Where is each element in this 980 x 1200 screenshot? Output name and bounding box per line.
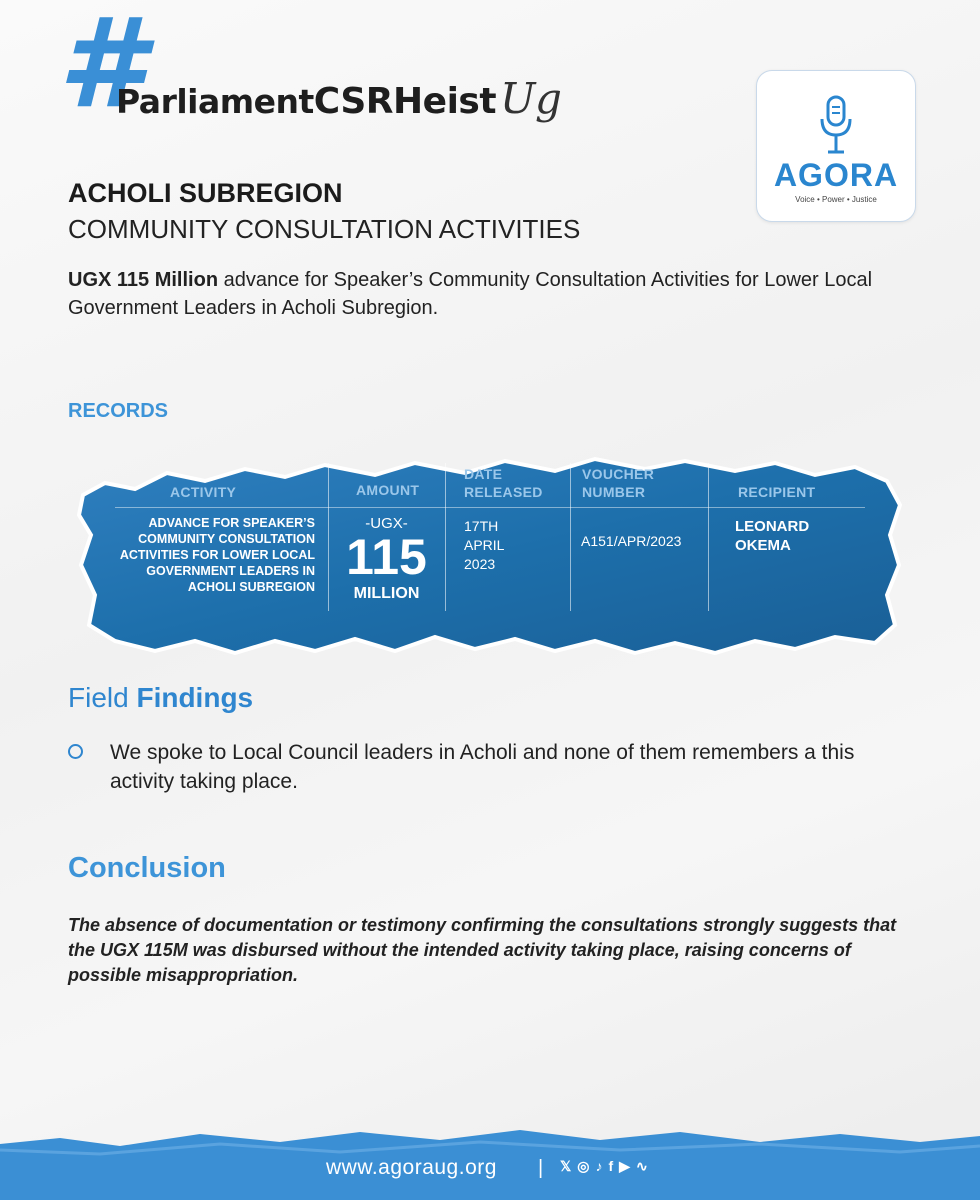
logo-name: AGORA <box>773 157 899 193</box>
records-table <box>75 455 905 660</box>
column-header-activity: ACTIVITY <box>170 484 237 500</box>
finding-item: We spoke to Local Council leaders in Acholi and none of them remembers a this activity taking place. <box>110 741 855 793</box>
hashtag-text-bold: CSRHeist <box>313 81 497 122</box>
column-header-recipient: RECIPIENT <box>738 484 816 500</box>
footer-separator: | <box>538 1157 544 1179</box>
spaces-icon[interactable]: ∿ <box>635 1158 648 1174</box>
tiktok-icon[interactable]: ♪ <box>595 1158 603 1174</box>
region-subtitle: COMMUNITY CONSULTATION ACTIVITIES <box>68 214 581 244</box>
agora-logo <box>756 70 916 222</box>
findings-title-regular: Field <box>68 682 137 713</box>
hashtag-suffix: Ug <box>500 74 562 123</box>
conclusion-title: Conclusion <box>68 852 226 884</box>
bullet-circle-icon <box>68 744 83 759</box>
findings-title-bold: Findings <box>136 682 254 713</box>
microphone-icon <box>816 95 856 157</box>
column-divider <box>445 463 446 611</box>
logo-tagline: Voice • Power • Justice <box>795 195 877 204</box>
social-icons <box>560 1158 648 1175</box>
hashtag-text <box>116 74 561 123</box>
instagram-icon[interactable]: ◎ <box>577 1158 590 1174</box>
cell-activity: ADVANCE FOR SPEAKER’S COMMUNITY CONSULTATION ACTIVITIES FOR LOWER LOCAL GOVERNMENT LEADERS IN ACHOLI SUBREGION <box>119 516 315 594</box>
intro-amount: UGX 115 Million <box>68 269 219 291</box>
findings-title <box>68 682 253 714</box>
column-header-voucher: VOUCHER NUMBER <box>582 466 655 500</box>
cell-voucher-number: A151/APR/2023 <box>581 533 682 549</box>
records-label: RECORDS <box>68 400 169 422</box>
cell-amount-currency: -UGX- <box>365 515 408 532</box>
column-header-amount: AMOUNT <box>356 482 420 498</box>
intro-paragraph <box>68 266 928 322</box>
intro-rest: advance for Speaker’s Community Consultation Activities for Lower Local Government Leaders in Acholi Subregion. <box>68 269 873 319</box>
hashtag-text-regular: Parliament <box>116 82 314 121</box>
cell-amount-value: 115 <box>346 529 427 585</box>
cell-amount-unit: MILLION <box>353 585 420 602</box>
website-link[interactable]: www.agoraug.org <box>326 1156 497 1179</box>
hashtag-banner <box>58 0 562 136</box>
column-divider <box>708 463 709 611</box>
region-title: ACHOLI SUBREGION <box>68 178 343 208</box>
hashtag-symbol: # <box>58 0 145 136</box>
column-divider <box>570 463 571 611</box>
cell-recipient: LEONARD OKEMA <box>735 518 810 554</box>
column-header-date: DATE RELEASED <box>464 466 543 500</box>
facebook-icon[interactable]: f <box>608 1158 614 1174</box>
conclusion-text: The absence of documentation or testimony confirming the consultations strongly suggests that the UGX 115M was disbursed without the intended activity taking place, raising concerns of possible misappropriation. <box>68 915 897 985</box>
header-divider <box>115 507 865 508</box>
x-icon[interactable]: 𝕏 <box>560 1158 572 1174</box>
youtube-icon[interactable]: ▶ <box>619 1158 630 1174</box>
cell-date-released: 17TH APRIL 2023 <box>464 518 504 572</box>
